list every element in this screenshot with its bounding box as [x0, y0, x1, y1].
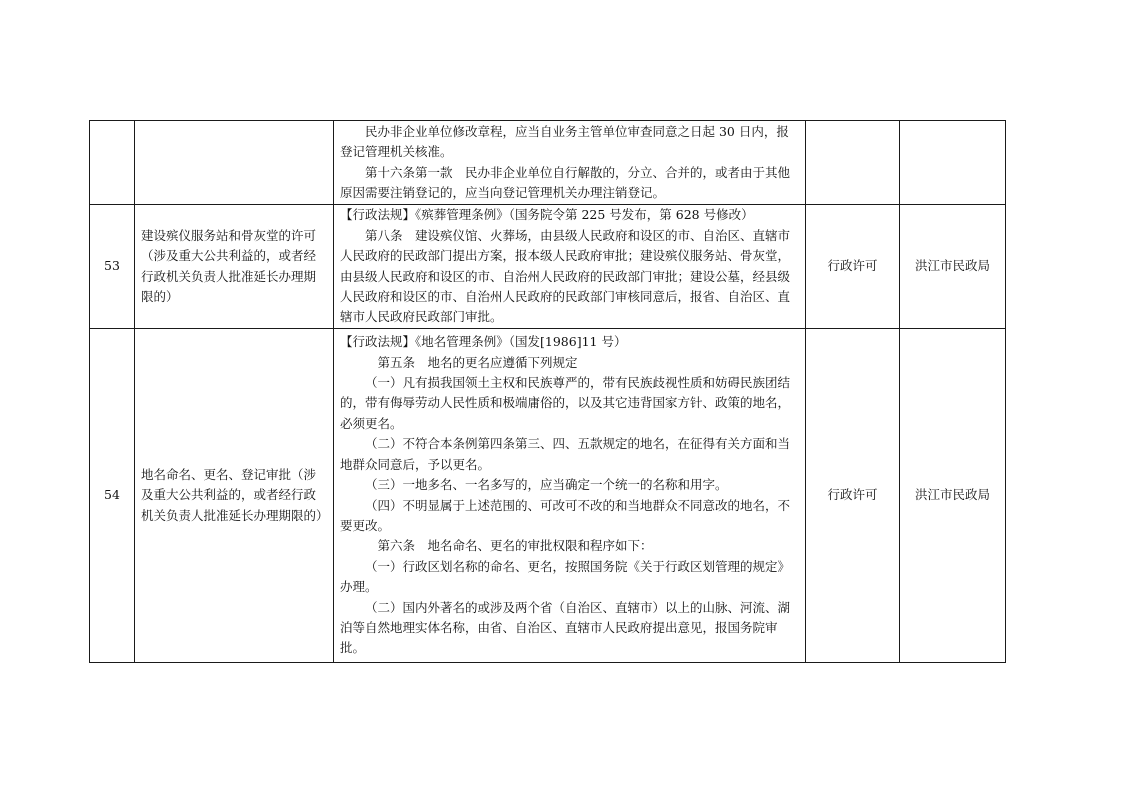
basis-article: 第六条 地名命名、更名的审批权限和程序如下： — [377, 538, 653, 554]
responsible-department: 洪江市民政局 — [900, 205, 1006, 329]
basis-paragraph: 第八条 建设殡仪馆、火葬场，由县级人民政府和设区的市、自治区、直辖市人民政府的民政部门提出方案，报本级人民政府审批；建设殡仪服务站、骨灰堂，由县级人民政府和设区的市、自治州人民政府的民政部门审批；建设公墓，经县级人民政府和设区的市、自治州人民政府的民政部门审核同意后，报省、自治区、直辖市人民政府民政部门审批。 — [340, 227, 791, 325]
table-row — [90, 329, 1006, 663]
item-name: 地名命名、更名、登记审批（涉及重大公共利益的，或者经行政机关负责人批准延长办理期限的） — [135, 329, 334, 663]
legal-basis — [334, 329, 806, 663]
basis-paragraph: （一）行政区划名称的命名、更名，按照国务院《关于行政区划管理的规定》办理。 — [340, 558, 791, 595]
legal-basis — [334, 121, 806, 205]
row-number: 54 — [90, 329, 135, 663]
basis-paragraph: 第十六条第一款 民办非企业单位自行解散的，分立、合并的，或者由于其他原因需要注销登记的，应当向登记管理机关办理注销登记。 — [340, 164, 791, 200]
legal-basis — [334, 205, 806, 329]
power-type: 行政许可 — [806, 329, 900, 663]
basis-source: 【行政法规】《殡葬管理条例》（国务院令第 225 号发布，第 628 号修改） — [340, 207, 754, 223]
table-row — [90, 121, 1006, 205]
row-number — [90, 121, 135, 205]
basis-paragraph: （二）不符合本条例第四条第三、四、五款规定的地名，在征得有关方面和当地群众同意后，予以更名。 — [340, 436, 791, 472]
catalog-table — [89, 120, 1006, 663]
responsible-department: 洪江市民政局 — [900, 329, 1006, 663]
power-type — [806, 121, 900, 205]
basis-paragraph: 民办非企业单位修改章程，应当自业务主管单位审查同意之日起 30 日内，报登记管理机关核准。 — [340, 123, 789, 160]
basis-paragraph: （一）凡有损我国领土主权和民族尊严的，带有民族歧视性质和妨碍民族团结的，带有侮辱劳动人民性质和极端庸俗的，以及其它违背国家方针、政策的地名，必须更名。 — [340, 375, 791, 431]
item-name — [135, 121, 334, 205]
item-name: 建设殡仪服务站和骨灰堂的许可（涉及重大公共利益的，或者经行政机关负责人批准延长办理期限的） — [135, 205, 334, 329]
basis-article: 第五条 地名的更名应遵循下列规定 — [377, 354, 578, 370]
row-number: 53 — [90, 205, 135, 329]
power-type: 行政许可 — [806, 205, 900, 329]
table-row — [90, 205, 1006, 329]
basis-paragraph: （四）不明显属于上述范围的、可改可不改的和当地群众不同意改的地名，不要更改。 — [340, 497, 791, 533]
basis-paragraph: （三）一地多名、一名多写的，应当确定一个统一的名称和用字。 — [365, 477, 728, 493]
basis-source: 【行政法规】《地名管理条例》（国发[1986]11 号） — [340, 334, 627, 350]
responsible-department — [900, 121, 1006, 205]
basis-paragraph: （二）国内外著名的或涉及两个省（自治区、直辖市）以上的山脉、河流、湖泊等自然地理实体名称，由省、自治区、直辖市人民政府提出意见，报国务院审批。 — [340, 599, 791, 656]
